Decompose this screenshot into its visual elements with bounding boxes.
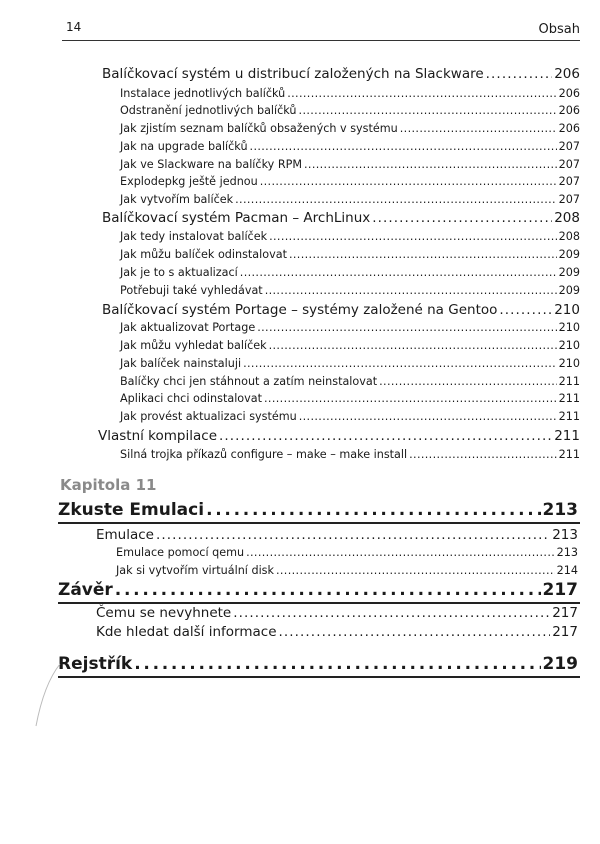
toc-entry: Jak ve Slackware na balíčky RPM . . . 207 <box>120 158 580 171</box>
index-rule <box>58 676 580 678</box>
toc-entry: Silná trojka příkazů configure – make – make install . . . 211 <box>120 448 580 461</box>
toc-entry: Jak aktualizovat Portage . . . 210 <box>120 321 580 334</box>
toc-entry: Vlastní kompilace . . . 211 <box>98 428 580 444</box>
conclusion-title: Závěr . . . 217 <box>58 580 578 600</box>
toc-entry: Instalace jednotlivých balíčků . . . 206 <box>120 87 580 100</box>
toc-entry: Jak můžu vyhledat balíček . . . 210 <box>120 339 580 352</box>
header-rule <box>62 40 580 41</box>
toc-entry: Odstranění jednotlivých balíčků . . . 206 <box>120 104 580 117</box>
page-number: 14 <box>66 20 82 34</box>
toc-entry: Emulace . . . 213 <box>96 527 578 543</box>
toc-entry: Jak zjistím seznam balíčků obsažených v systému . . . 206 <box>120 122 580 135</box>
toc-entry: Jak si vytvořím virtuální disk . . . 214 <box>116 564 578 577</box>
page-header <box>66 18 580 40</box>
toc-entry: Potřebuji také vyhledávat . . . 209 <box>120 284 580 297</box>
toc-entry: Jak můžu balíček odinstalovat . . . 209 <box>120 248 580 261</box>
toc-entry: Aplikaci chci odinstalovat . . . 211 <box>120 392 580 405</box>
toc-entry: Balíčkovací systém Portage – systémy založené na Gentoo . . . 210 <box>102 302 580 318</box>
toc-entry: Čemu se nevyhnete . . . 217 <box>96 605 578 621</box>
page-corner-mark <box>26 660 66 730</box>
toc-entry: Jak je to s aktualizací . . . 209 <box>120 266 580 279</box>
chapter-label: Kapitola 11 <box>60 476 157 494</box>
toc-entry: Jak tedy instalovat balíček . . . 208 <box>120 230 580 243</box>
toc-entry: Jak provést aktualizaci systému . . . 211 <box>120 410 580 423</box>
toc-entry: Balíčkovací systém u distribucí založených na Slackware . . . 206 <box>102 66 580 82</box>
chapter-rule <box>58 522 580 524</box>
index-title: Rejstřík . . . 219 <box>58 654 578 674</box>
toc-entry: Emulace pomocí qemu . . . 213 <box>116 546 578 559</box>
toc-entry: Balíčkovací systém Pacman – ArchLinux . . . 208 <box>102 210 580 226</box>
toc-entry: Jak na upgrade balíčků . . . 207 <box>120 140 580 153</box>
running-title: Obsah <box>538 22 580 37</box>
toc-entry: Kde hledat další informace . . . 217 <box>96 624 578 640</box>
toc-entry: Jak vytvořím balíček . . . 207 <box>120 193 580 206</box>
conclusion-rule <box>58 602 580 604</box>
toc-entry: Jak balíček nainstaluji . . . 210 <box>120 357 580 370</box>
chapter-title: Zkuste Emulaci . . . 213 <box>58 500 578 520</box>
toc-entry: Balíčky chci jen stáhnout a zatím neinstalovat . . . 211 <box>120 375 580 388</box>
toc-entry: Explodepkg ještě jednou . . . 207 <box>120 175 580 188</box>
